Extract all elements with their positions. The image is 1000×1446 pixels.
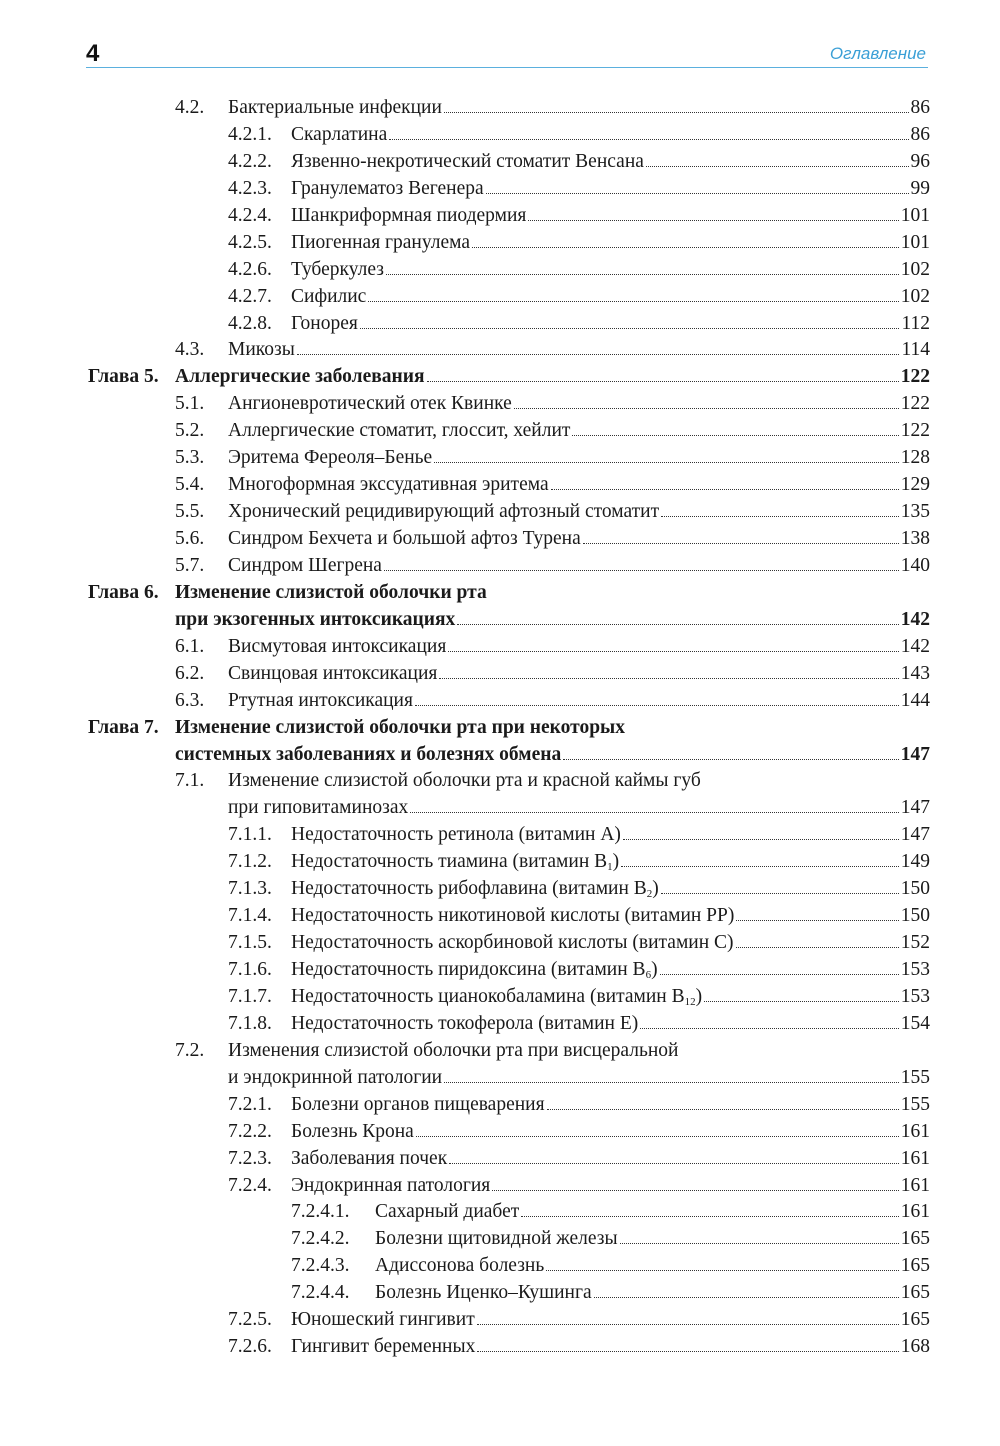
toc-entry-number: 4.2. xyxy=(175,97,205,118)
dot-leader xyxy=(572,435,898,436)
toc-entry-title: Юношеский гингивит xyxy=(291,1309,475,1331)
toc-page-number: 152 xyxy=(900,932,930,954)
toc-entry-title: Гонорея xyxy=(291,312,358,334)
toc-entry xyxy=(0,742,1000,769)
toc-page-number: 102 xyxy=(900,285,930,307)
toc-entry-title: Недостаточность цианокобаламина (витамин $B_{12}$) xyxy=(291,985,703,1008)
toc-page-number: 122 xyxy=(900,393,930,415)
page-number: 4 xyxy=(86,40,100,67)
toc-entry-line xyxy=(291,311,930,338)
toc-entry-line xyxy=(228,445,930,472)
toc-page-number: 155 xyxy=(900,1093,930,1115)
toc-page-number: 149 xyxy=(900,851,930,873)
toc-entry-line xyxy=(291,149,930,176)
dot-leader xyxy=(368,301,898,302)
toc-entry-line xyxy=(228,1065,930,1092)
toc-entry-title: Ртутная интоксикация xyxy=(228,689,413,711)
dot-leader xyxy=(514,408,899,409)
subscript: 2 xyxy=(646,888,653,901)
dot-leader xyxy=(736,947,899,948)
toc-entry-title: Эндокринная патология xyxy=(291,1174,491,1196)
toc-entry-title: при гиповитаминозах xyxy=(228,797,409,819)
toc-entry-number: 4.2.4. xyxy=(228,204,272,226)
toc-entry-title: Язвенно-некротический стоматит Венсана xyxy=(291,150,644,172)
toc-entry xyxy=(0,176,1000,203)
toc-entry-line xyxy=(228,661,930,688)
dot-leader xyxy=(384,570,899,571)
toc-entry-line xyxy=(291,903,930,930)
dot-leader xyxy=(449,1163,899,1164)
dot-leader xyxy=(416,1136,899,1137)
toc-entry-title: Аллергические стоматит, глоссит, хейлит xyxy=(228,420,571,442)
toc-entry-number: 7.2.3. xyxy=(228,1147,272,1169)
toc-entry xyxy=(0,768,1000,795)
toc-entry-title: Недостаточность пиридоксина (витамин $B_6$) xyxy=(291,959,658,981)
toc-entry xyxy=(0,472,1000,499)
toc-entry-line xyxy=(291,1146,930,1173)
toc-entry xyxy=(0,903,1000,930)
toc-page-number: 165 xyxy=(900,1282,930,1304)
toc-entry-line xyxy=(228,795,930,822)
dot-leader xyxy=(621,866,899,867)
toc-entry xyxy=(0,1307,1000,1334)
toc-entry-number: 6.2. xyxy=(175,662,205,684)
toc-entry-number: 7.2. xyxy=(175,1039,205,1061)
toc-entry-number: 7.1.1. xyxy=(228,824,272,846)
dot-leader xyxy=(492,1190,899,1191)
toc-entry-title: Недостаточность аскорбиновой кислоты (витамин С) xyxy=(291,932,734,954)
toc-page-number: 143 xyxy=(900,662,930,684)
toc-entry xyxy=(0,1280,1000,1307)
toc-entry-title: Изменение слизистой оболочки рта и красной каймы губ xyxy=(228,770,701,792)
toc-entry xyxy=(0,1226,1000,1253)
toc-entry xyxy=(0,822,1000,849)
toc-entry-number: 6.3. xyxy=(175,689,205,711)
toc-entry-number: 7.2.2. xyxy=(228,1120,272,1142)
dot-leader xyxy=(594,1297,899,1298)
toc-entry-line xyxy=(228,634,930,661)
dot-leader xyxy=(546,1270,899,1271)
toc-entry-title: Изменение слизистой оболочки рта xyxy=(175,581,487,603)
toc-entry-line xyxy=(175,742,930,769)
dot-leader xyxy=(551,489,899,490)
toc-entry-title: Бактериальные инфекции xyxy=(228,97,442,118)
toc-entry-title: Шанкриформная пиодермия xyxy=(291,204,527,226)
toc-entry-title: Болезнь Крона xyxy=(291,1120,414,1142)
toc-page-number: 142 xyxy=(900,608,930,630)
toc-entry-line xyxy=(291,1173,930,1200)
toc-page-number: 153 xyxy=(900,959,930,980)
toc-entry-number: 7.2.6. xyxy=(228,1336,272,1358)
toc-entry-title: системных заболеваниях и болезнях обмена xyxy=(175,743,562,765)
dot-leader xyxy=(640,1028,899,1029)
toc-entry xyxy=(0,1065,1000,1092)
dot-leader xyxy=(439,678,898,679)
toc-page-number: 122 xyxy=(900,366,930,388)
toc-chapter-label: Глава 6. xyxy=(88,581,159,603)
dot-leader xyxy=(620,1243,899,1244)
toc-entry-line xyxy=(291,176,930,203)
toc-page-number: 165 xyxy=(900,1309,930,1331)
toc-entry xyxy=(0,203,1000,230)
toc-entry-title: Недостаточность никотиновой кислоты (витамин PP) xyxy=(291,905,735,927)
toc-page-number: 86 xyxy=(910,123,930,145)
toc-entry-title: Микозы xyxy=(228,339,295,361)
toc-entry-title: Свинцовая интоксикация xyxy=(228,662,438,684)
toc-entry xyxy=(0,1038,1000,1065)
toc-entry-number: 5.7. xyxy=(175,554,205,576)
toc-entry xyxy=(0,553,1000,580)
toc-entry-title: Синдром Шегрена xyxy=(228,554,382,576)
toc-entry-line xyxy=(291,1307,930,1334)
toc-entry-title: Недостаточность токоферола (витамин Е) xyxy=(291,1012,639,1034)
toc-entry-line xyxy=(291,957,930,984)
toc-page-number: 147 xyxy=(900,824,930,846)
toc-entry-number: 7.1.3. xyxy=(228,878,272,900)
toc-entry-number: 7.2.4. xyxy=(228,1174,272,1196)
toc-entry xyxy=(0,1119,1000,1146)
dot-leader xyxy=(583,543,899,544)
toc-entry xyxy=(0,391,1000,418)
toc-entry-number: 7.2.5. xyxy=(228,1309,272,1331)
toc-page-number: 102 xyxy=(900,258,930,280)
toc-entry-title: при экзогенных интоксикациях xyxy=(175,608,456,630)
dot-leader xyxy=(415,705,899,706)
toc-page-number: 129 xyxy=(900,474,930,496)
toc-entry xyxy=(0,1011,1000,1038)
toc-entry-title: Изменение слизистой оболочки рта при некоторых xyxy=(175,716,626,738)
dot-leader xyxy=(661,516,899,517)
toc-entry-title: Адиссонова болезнь xyxy=(375,1255,545,1277)
toc-entry-number: 7.2.4.1. xyxy=(291,1201,350,1223)
toc-page-number: 112 xyxy=(901,312,930,334)
dot-leader xyxy=(386,274,899,275)
toc-entry-number: 5.1. xyxy=(175,393,205,415)
toc-entry-line xyxy=(291,1119,930,1146)
toc-entry-number: 7.2.4.3. xyxy=(291,1255,350,1277)
toc-page-number: 114 xyxy=(901,339,930,361)
toc-entry-title: Недостаточность рибофлавина (витамин $B_2$) xyxy=(291,878,659,901)
toc-entry-line xyxy=(375,1280,930,1307)
toc-entry xyxy=(0,499,1000,526)
subscript: 6 xyxy=(645,969,652,981)
toc-page-number: 122 xyxy=(900,420,930,442)
toc-entry-line xyxy=(291,849,930,876)
toc-entry-line xyxy=(375,1226,930,1253)
toc-entry-number: 5.3. xyxy=(175,447,205,469)
toc-entry-title: Висмутовая интоксикация xyxy=(228,635,447,657)
toc-entry-line xyxy=(228,553,930,580)
toc-page-number: 135 xyxy=(900,501,930,523)
toc-page-number: 155 xyxy=(900,1066,930,1088)
toc-page-number: 161 xyxy=(900,1120,930,1142)
toc-entry xyxy=(0,364,1000,391)
toc-entry-line xyxy=(291,1334,930,1361)
toc-entry-title: Гингивит беременных xyxy=(291,1336,476,1358)
toc-entry-title: Сифилис xyxy=(291,285,367,307)
toc-entry-number: 5.4. xyxy=(175,474,205,496)
toc-entry-line xyxy=(175,580,930,607)
toc-page-number: 147 xyxy=(900,743,930,765)
table-of-contents xyxy=(0,95,1000,1361)
dot-leader xyxy=(434,462,899,463)
toc-entry xyxy=(0,1199,1000,1226)
toc-entry-title: Болезни щитовидной железы xyxy=(375,1228,618,1250)
toc-entry-title: Болезнь Иценко–Кушинга xyxy=(375,1282,592,1304)
dot-leader xyxy=(521,1216,898,1217)
toc-entry-title: Аллергические заболевания xyxy=(175,366,425,388)
toc-entry-line xyxy=(291,257,930,284)
toc-entry-line xyxy=(228,526,930,553)
dot-leader xyxy=(389,139,908,140)
toc-entry-number: 7.1.8. xyxy=(228,1012,272,1034)
dot-leader xyxy=(623,839,899,840)
toc-entry xyxy=(0,634,1000,661)
header-divider xyxy=(86,67,928,68)
toc-entry-title: и эндокринной патологии xyxy=(228,1066,443,1088)
toc-entry-line xyxy=(228,337,930,364)
toc-entry xyxy=(0,1253,1000,1280)
toc-page-number: 138 xyxy=(900,528,930,549)
toc-entry-title: Многоформная экссудативная эритема xyxy=(228,474,549,496)
toc-page-number: 168 xyxy=(900,1336,930,1358)
toc-entry xyxy=(0,418,1000,445)
toc-entry xyxy=(0,715,1000,742)
dot-leader xyxy=(563,759,899,760)
dot-leader xyxy=(457,624,898,625)
toc-chapter-label: Глава 5. xyxy=(88,366,159,388)
toc-entry-line xyxy=(228,768,930,795)
toc-entry-line xyxy=(375,1253,930,1280)
dot-leader xyxy=(661,893,899,894)
toc-entry-line xyxy=(228,1038,930,1065)
dot-leader xyxy=(427,381,899,382)
toc-entry-number: 5.2. xyxy=(175,420,205,442)
toc-page-number: 154 xyxy=(900,1012,930,1034)
toc-entry xyxy=(0,984,1000,1011)
toc-entry-number: 7.2.1. xyxy=(228,1093,272,1115)
toc-entry xyxy=(0,580,1000,607)
toc-entry-number: 4.2.6. xyxy=(228,258,272,280)
toc-entry xyxy=(0,795,1000,822)
toc-entry-line xyxy=(291,203,930,230)
toc-entry xyxy=(0,95,1000,122)
toc-page-number: 86 xyxy=(910,97,930,118)
toc-entry xyxy=(0,876,1000,903)
toc-entry-line xyxy=(228,688,930,715)
dot-leader xyxy=(528,220,898,221)
dot-leader xyxy=(448,651,898,652)
toc-entry xyxy=(0,1173,1000,1200)
toc-entry-line xyxy=(375,1199,930,1226)
toc-entry-number: 5.5. xyxy=(175,501,205,523)
dot-leader xyxy=(477,1351,898,1352)
toc-entry-title: Туберкулез xyxy=(291,258,384,280)
toc-entry-title: Недостаточность ретинола (витамин А) xyxy=(291,824,621,846)
toc-page-number: 165 xyxy=(900,1255,930,1277)
toc-entry xyxy=(0,445,1000,472)
dot-leader xyxy=(486,193,909,194)
toc-entry-line xyxy=(228,95,930,122)
dot-leader xyxy=(360,328,900,329)
toc-chapter-label: Глава 7. xyxy=(88,716,159,738)
toc-page-number: 153 xyxy=(900,985,930,1007)
toc-entry-line xyxy=(228,418,930,445)
toc-page-number: 161 xyxy=(900,1201,930,1223)
dot-leader xyxy=(660,974,899,975)
toc-entry xyxy=(0,311,1000,338)
toc-entry-line xyxy=(291,230,930,257)
toc-entry xyxy=(0,957,1000,984)
toc-entry xyxy=(0,1334,1000,1361)
toc-entry-line xyxy=(175,715,930,742)
toc-entry-number: 7.1.5. xyxy=(228,932,272,954)
toc-entry-number: 7.1. xyxy=(175,770,205,792)
toc-page-number: 161 xyxy=(900,1174,930,1196)
dot-leader xyxy=(477,1324,899,1325)
dot-leader xyxy=(736,920,898,921)
toc-entry-number: 7.1.6. xyxy=(228,959,272,980)
toc-entry-line xyxy=(228,499,930,526)
toc-entry-number: 7.1.7. xyxy=(228,985,272,1007)
subscript: 12 xyxy=(684,995,696,1008)
toc-page-number: 140 xyxy=(900,554,930,576)
toc-entry-title: Ангионевротический отек Квинке xyxy=(228,393,512,415)
toc-entry-number: 5.6. xyxy=(175,528,205,549)
toc-entry-line xyxy=(291,284,930,311)
toc-entry-number: 4.2.3. xyxy=(228,177,272,199)
toc-page-number: 99 xyxy=(910,177,930,199)
dot-leader xyxy=(297,354,900,355)
toc-entry xyxy=(0,607,1000,634)
toc-entry-number: 4.2.1. xyxy=(228,123,272,145)
toc-entry xyxy=(0,849,1000,876)
toc-entry-title: Заболевания почек xyxy=(291,1147,448,1169)
toc-page-number: 165 xyxy=(900,1228,930,1250)
toc-page-number: 144 xyxy=(900,689,930,711)
toc-entry-line xyxy=(291,984,930,1011)
toc-entry-title: Гранулематоз Вегенера xyxy=(291,177,484,199)
toc-entry-number: 7.2.4.2. xyxy=(291,1228,350,1250)
toc-entry xyxy=(0,526,1000,553)
subscript: 1 xyxy=(607,861,613,874)
toc-page-number: 150 xyxy=(900,905,930,927)
toc-entry-number: 4.2.2. xyxy=(228,150,272,172)
toc-entry-line xyxy=(175,607,930,634)
dot-leader xyxy=(444,1082,899,1083)
toc-entry-number: 7.2.4.4. xyxy=(291,1282,350,1304)
dot-leader xyxy=(547,1109,899,1110)
toc-entry-number: 4.2.8. xyxy=(228,312,272,334)
toc-entry xyxy=(0,930,1000,957)
dot-leader xyxy=(410,812,899,813)
toc-entry-line xyxy=(291,1011,930,1038)
running-header-title: Оглавление xyxy=(829,44,926,63)
toc-page-number: 142 xyxy=(900,635,930,657)
toc-entry-line xyxy=(228,391,930,418)
toc-entry xyxy=(0,1146,1000,1173)
toc-entry-line xyxy=(291,1092,930,1119)
toc-entry-line xyxy=(291,822,930,849)
toc-page-number: 96 xyxy=(910,150,930,172)
toc-entry-number: 7.1.4. xyxy=(228,905,272,927)
toc-entry-line xyxy=(291,930,930,957)
toc-entry-number: 4.2.7. xyxy=(228,285,272,307)
toc-entry-title: Хронический рецидивирующий афтозный стоматит xyxy=(228,501,660,523)
toc-entry-line xyxy=(291,876,930,903)
toc-entry-line xyxy=(228,472,930,499)
toc-page-number: 150 xyxy=(900,878,930,900)
toc-page-number: 101 xyxy=(900,231,930,253)
toc-entry-title: Изменения слизистой оболочки рта при висцеральной xyxy=(228,1039,679,1061)
toc-entry xyxy=(0,661,1000,688)
toc-page-number: 128 xyxy=(900,447,930,469)
toc-entry-title: Болезни органов пищеварения xyxy=(291,1093,545,1115)
dot-leader xyxy=(704,1001,899,1002)
toc-entry-number: 6.1. xyxy=(175,635,205,657)
toc-entry xyxy=(0,688,1000,715)
toc-entry-number: 7.1.2. xyxy=(228,851,272,873)
toc-entry-title: Сахарный диабет xyxy=(375,1201,520,1223)
toc-page-number: 147 xyxy=(900,797,930,819)
toc-entry-title: Эритема Фереоля–Бенье xyxy=(228,447,433,469)
toc-entry-title: Синдром Бехчета и большой афтоз Турена xyxy=(228,528,581,549)
toc-entry-line xyxy=(291,122,930,149)
toc-page-number: 101 xyxy=(900,204,930,226)
toc-entry-title: Пиогенная гранулема xyxy=(291,231,471,253)
dot-leader xyxy=(444,112,909,113)
dot-leader xyxy=(472,247,899,248)
toc-entry xyxy=(0,284,1000,311)
dot-leader xyxy=(646,166,909,167)
toc-entry-title: Недостаточность тиамина (витамин $B_1$) xyxy=(291,851,620,874)
toc-entry xyxy=(0,337,1000,364)
toc-entry-number: 4.3. xyxy=(175,339,205,361)
toc-entry xyxy=(0,257,1000,284)
toc-entry xyxy=(0,230,1000,257)
toc-entry-title: Скарлатина xyxy=(291,123,388,145)
toc-entry xyxy=(0,149,1000,176)
toc-entry-line xyxy=(175,364,930,391)
toc-entry-number: 4.2.5. xyxy=(228,231,272,253)
toc-page-number: 161 xyxy=(900,1147,930,1169)
toc-entry xyxy=(0,1092,1000,1119)
toc-entry xyxy=(0,122,1000,149)
